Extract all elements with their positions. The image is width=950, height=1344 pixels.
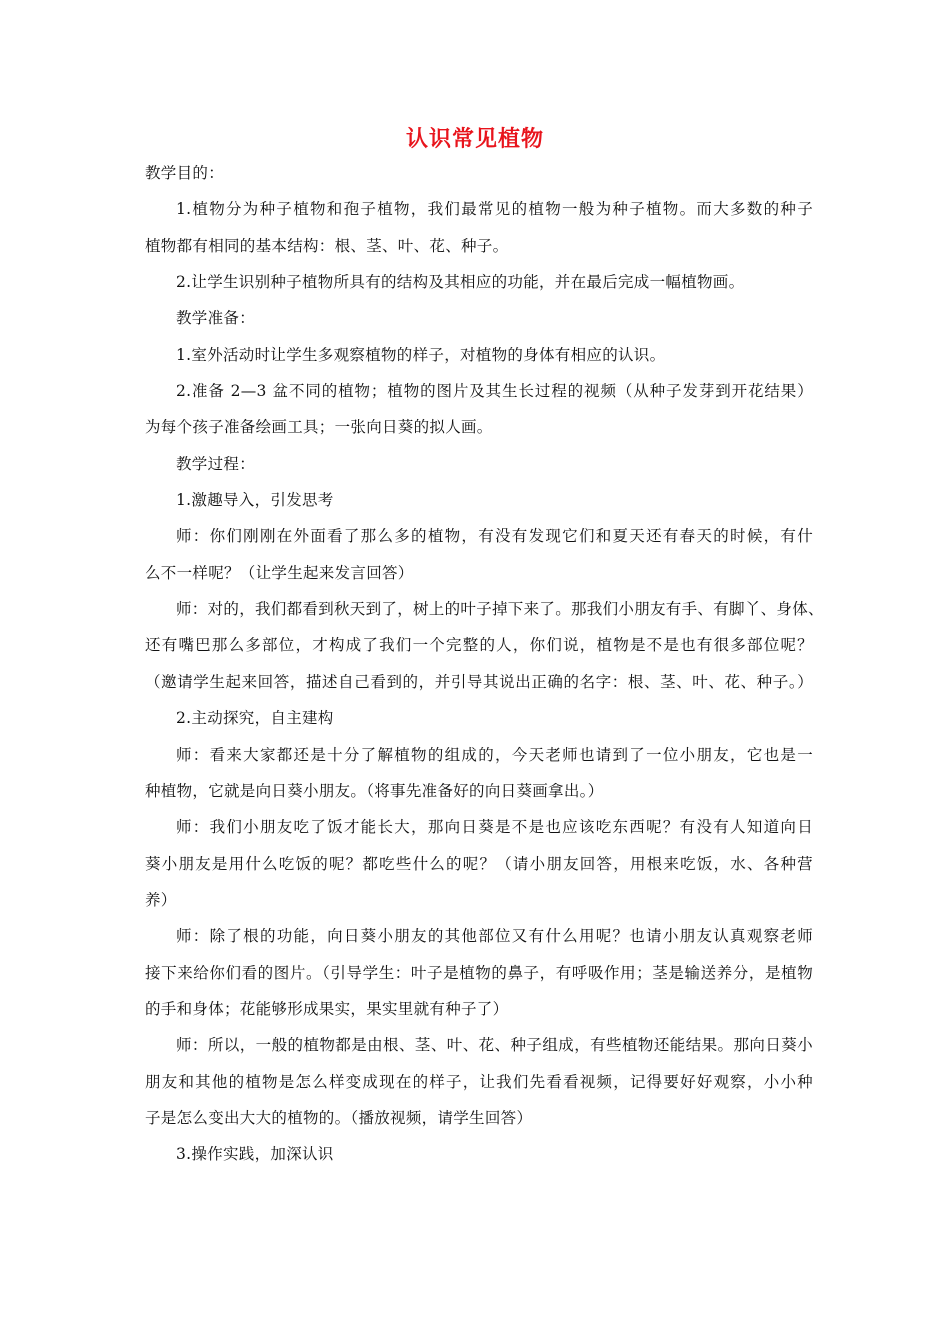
section-heading-objectives: 教学目的： [145,164,225,182]
paragraph-line: 1.植物分为种子植物和孢子植物，我们最常见的植物一般为种子植物。而大多数的种子 [176,200,813,219]
document-title: 认识常见植物 [405,126,544,152]
paragraph-line: 为每个孩子准备绘画工具；一张向日葵的拟人画。 [145,418,493,437]
paragraph-line: 养） [145,890,177,909]
paragraph-line: 葵小朋友是用什么吃饭的呢？都吃些什么的呢？（请小朋友回答，用根来吃饭，水、各种营 [145,854,813,873]
paragraph-line: （邀请学生起来回答，描述自己看到的，并引导其说出正确的名字：根、茎、叶、花、种子。） [145,672,813,691]
paragraph-line: 2.让学生识别种子植物所具有的结构及其相应的功能，并在最后完成一幅植物画。 [176,273,745,292]
paragraph-line: 子是怎么变出大大的植物的。（播放视频，请学生回答） [145,1108,533,1127]
paragraph-line: 种植物，它就是向日葵小朋友。（将事先准备好的向日葵画拿出。） [145,781,604,800]
step-heading: 1.激趣导入，引发思考 [176,491,334,510]
paragraph-line: 师：对的，我们都看到秋天到了，树上的叶子掉下来了。那我们小朋友有手、有脚丫、身体、 [176,600,824,619]
paragraph-line: 师：除了根的功能，向日葵小朋友的其他部位又有什么用呢？也请小朋友认真观察老师 [176,927,813,946]
paragraph-line: 师：你们刚刚在外面看了那么多的植物，有没有发现它们和夏天还有春天的时候，有什 [176,527,813,546]
paragraph-line: 的手和身体；花能够形成果实，果实里就有种子了） [145,999,509,1018]
paragraph-line: 师：所以，一般的植物都是由根、茎、叶、花、种子组成，有些植物还能结果。那向日葵小 [176,1036,813,1055]
paragraph-line: 1.室外活动时让学生多观察植物的样子，对植物的身体有相应的认识。 [176,345,666,364]
paragraph-line: 2.准备 2—3 盆不同的植物；植物的图片及其生长过程的视频（从种子发芽到开花结果） [176,382,813,401]
paragraph-line: 植物都有相同的基本结构：根、茎、叶、花、种子。 [145,236,509,255]
paragraph-line: 师：我们小朋友吃了饭才能长大，那向日葵是不是也应该吃东西呢？有没有人知道向日 [176,818,813,837]
step-heading: 3.操作实践，加深认识 [176,1145,334,1164]
document-body [145,161,824,1179]
step-heading: 2.主动探究，自主建构 [176,709,334,728]
paragraph-line: 么不一样呢？（让学生起来发言回答） [145,563,414,582]
paragraph-line: 接下来给你们看的图片。（引导学生：叶子是植物的鼻子，有呼吸作用；茎是输送养分，是植物 [145,963,813,982]
section-heading-process: 教学过程： [176,454,256,473]
paragraph-line: 师：看来大家都还是十分了解植物的组成的，今天老师也请到了一位小朋友，它也是一 [176,745,813,764]
paragraph-line: 朋友和其他的植物是怎么样变成现在的样子，让我们先看看视频，记得要好好观察，小小种 [145,1072,813,1091]
section-heading-preparation: 教学准备： [176,309,256,328]
paragraph-line: 还有嘴巴那么多部位，才构成了我们一个完整的人，你们说，植物是不是也有很多部位呢？ [145,636,813,655]
